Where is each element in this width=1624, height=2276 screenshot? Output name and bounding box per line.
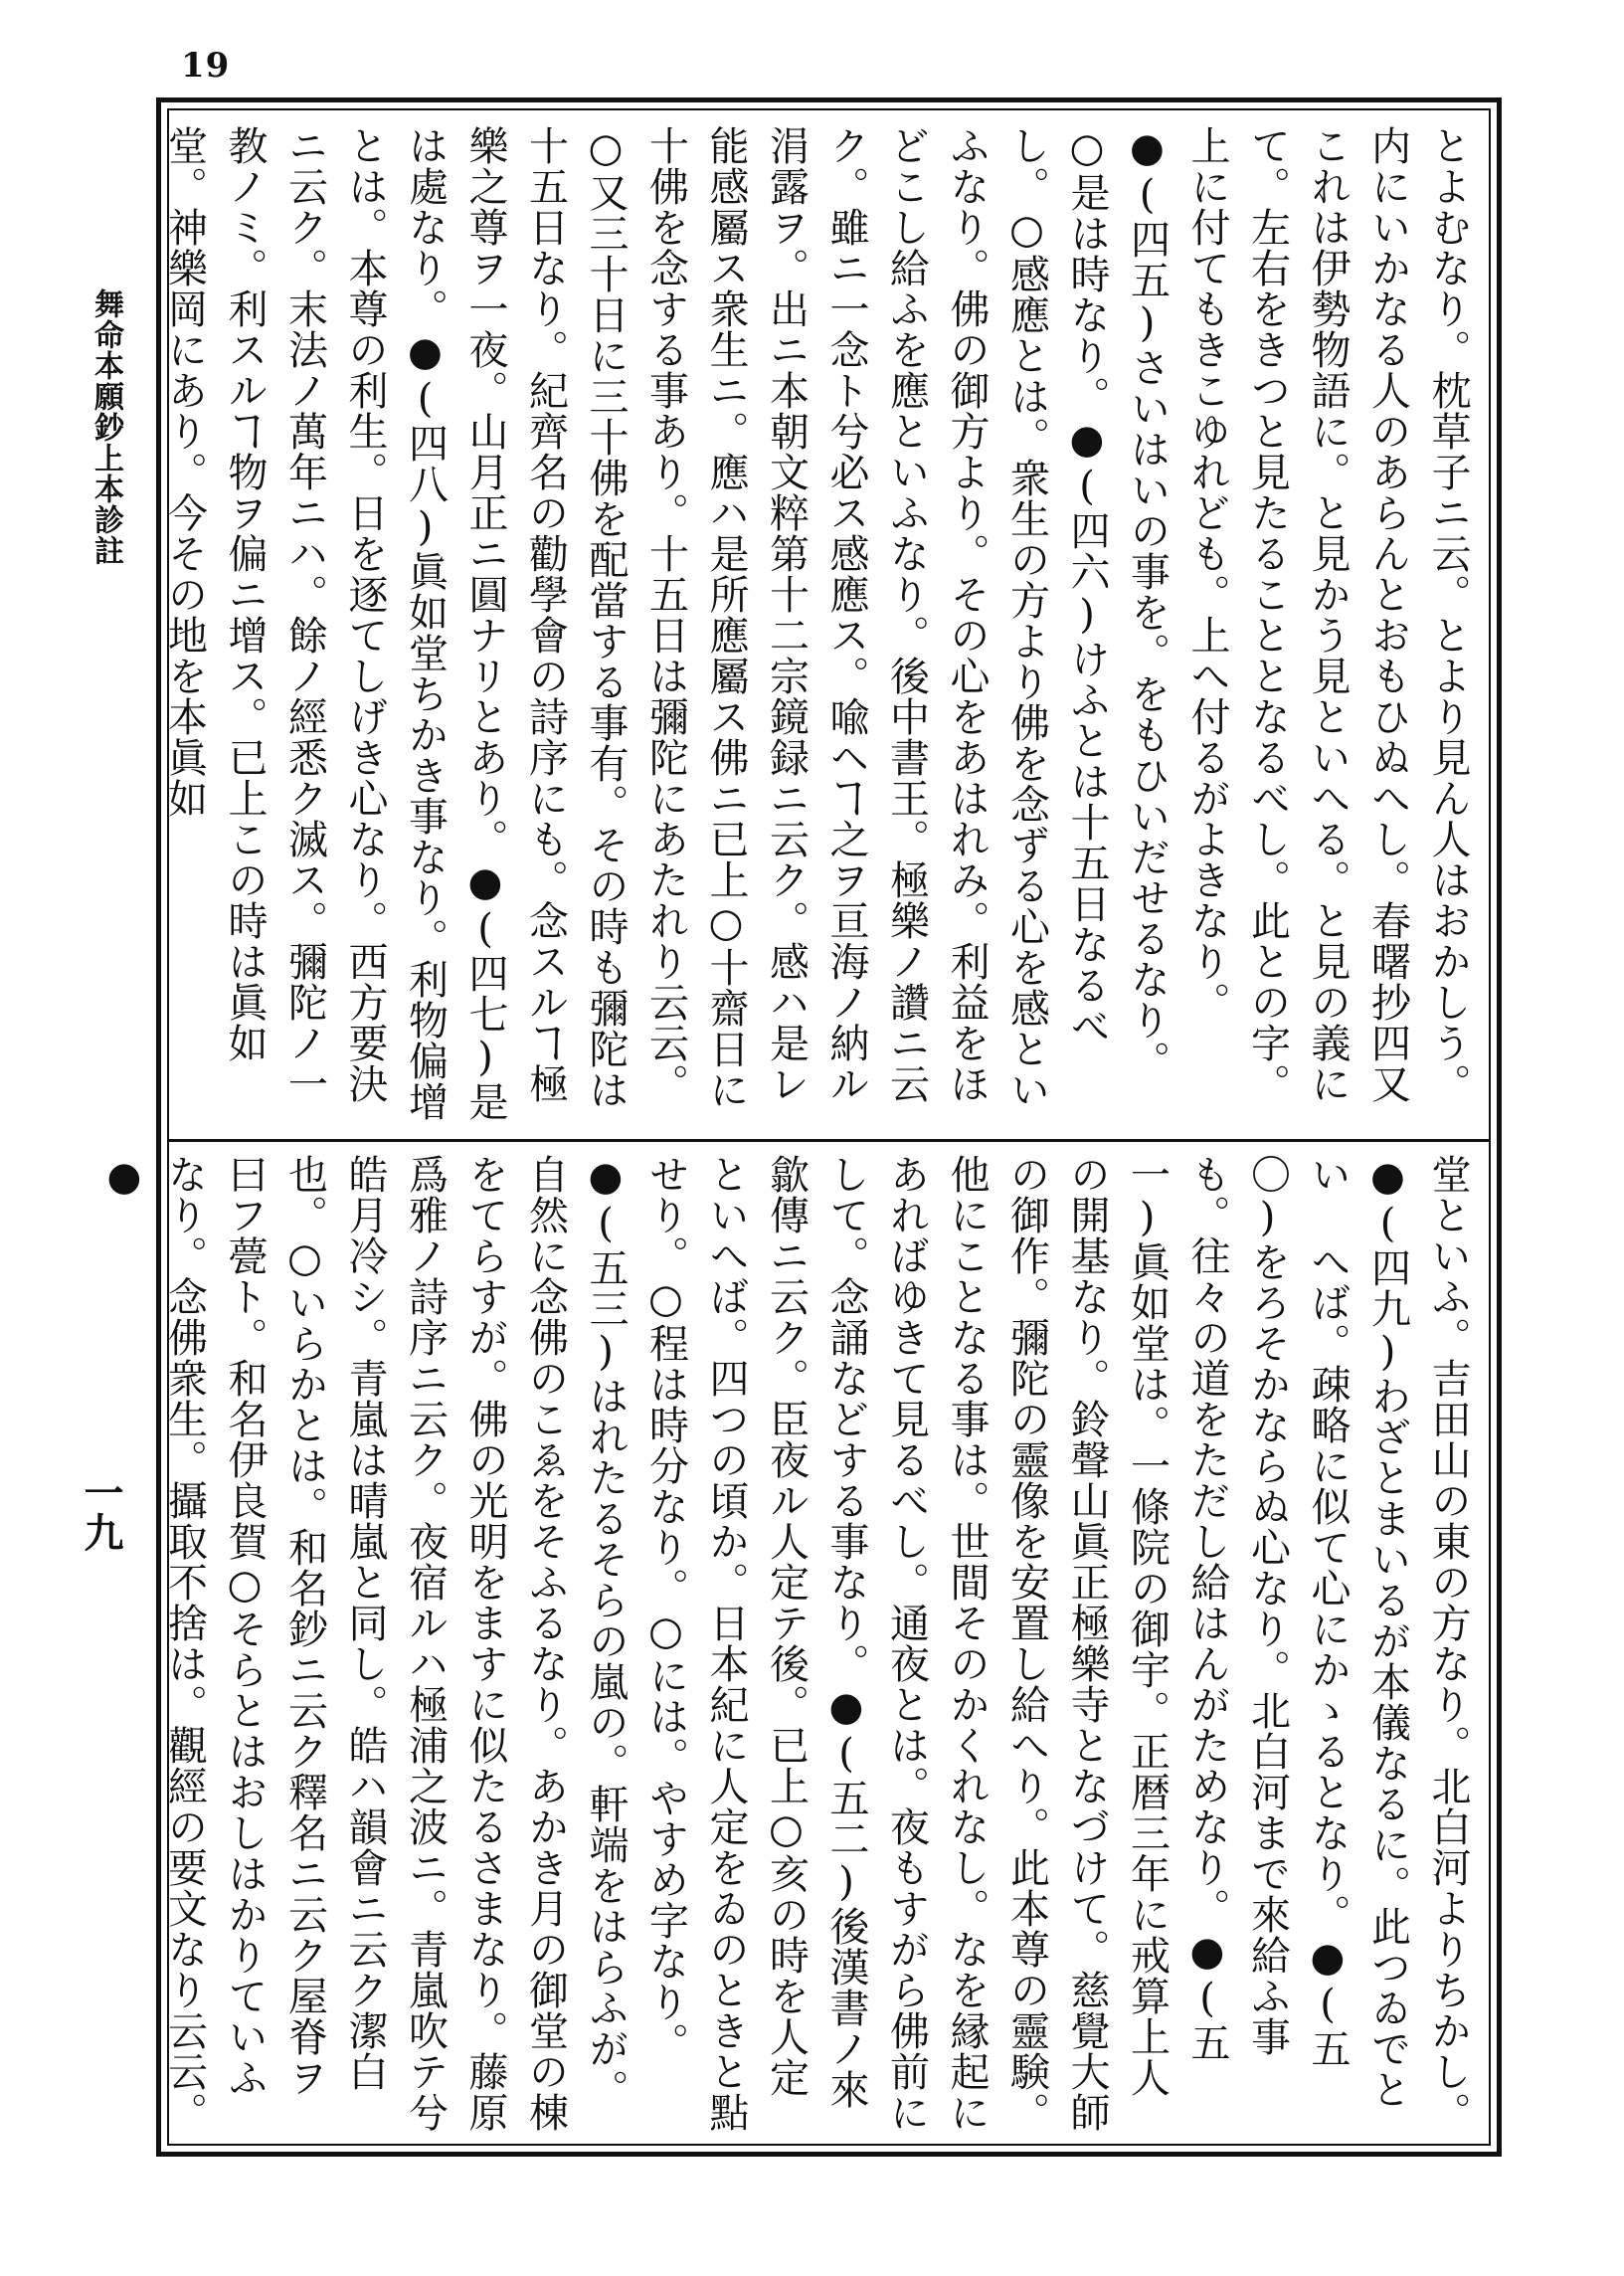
- upper-text-block: とよむなり。枕草子ニ云。とより見ん人はおかしう。内にいかなる人のあらんとおもひぬへし。春曙抄四又これは伊勢物語に。と見かう見といへる。と見の義にて。左右をきつと見たることとなるべし。此との字。上に付てもきこゆれども。上へ付るがよきなり。●(四五)さいはいの事を。をもひいだせるなり。○是は時なり。●(四六)けふとは十五日なるべし。○感應とは。衆生の方より佛を念ずる心を感といふなり。佛の御方より。その心をあはれみ。利益をほどこし給ふを應といふなり。後中書王。極樂ノ讚ニ云ク。雖ニ一念ト兮必ス感應ス。喩ヘヿ之ヲ亘海ノ納ル涓露ヲ。出ニ本朝文粹第十二宗鏡録ニ云ク。感ハ是レ能感屬ス衆生ニ。應ハ是所應屬ス佛ニ已上○十齋日に十佛を念する事あり。十五日は彌陀にあたれり云云。○又三十日に三十佛を配當する事有。その時も彌陀は十五日なり。紀齊名の勸學會の詩序にも。念スルヿ極樂之尊ヲ一夜。山月正ニ圓ナリとあり。●(四七)是は處なり。●(四八)眞如堂ちかき事なり。利物偏增とは。本尊の利生。日を逐てしげき心なり。西方要決ニ云ク。末法ノ萬年ニハ。餘ノ經悉ク滅ス。彌陀ノ一教ノミ。利スルヿ物ヲ偏ニ增ス。已上この時は眞如堂。神樂岡にあり。今その地を本眞如: [161, 125, 1471, 1122]
- running-title: 舞命本願鈔上本診註: [89, 288, 123, 566]
- lower-text-block: 堂といふ。吉田山の東の方なり。北白河よりちかし。●(四九)わざとまいるが本儀なるに。此つゐでとい へば。疎略に似て心にかゝるとなり。●(五〇)をろそかならぬ心なり。北白河まで來給ふ事も。往々の道をただし給はんがためなり。●(五一)眞如堂は。一條院の御宇。正暦三年に戒算上人の開基なり。鈴聲山眞正極樂寺となづけて。慈覺大師の御作。彌陀の靈像を安置し給へり。此本尊の靈験。他にことなる事は。世間そのかくれなし。なを縁起にあればゆきて見るべし。通夜とは。夜もすがら佛前にして。念誦などする事なり。●(五二)後漢書ノ來歙傳ニ云ク。臣夜ル人定テ後。已上○亥の時を人定といへば。四つの頃か。日本紀に人定をゐのときと點せり。○程は時分なり。○には。やすめ字なり。●(五三)はれたるそらの嵐の。軒端をはらふが。自然に念佛のこゑをそふるなり。あかき月の御堂の棟をてらすが。佛の光明をますに似たるさまなり。藤原爲雅ノ詩序ニ云ク。夜宿ルハ極浦之波ニ。青嵐吹テ兮皓月冷シ。青嵐は晴嵐と同し。皓ハ韻會ニ云ク潔白也。○いらかとは。和名鈔ニ云ク釋名ニ云ク屋脊ヲ曰フ甍ト。和名伊良賀○そらとはおしはかりていふなり。念佛衆生。攝取不捨は。觀經の要文なり云云。●: [101, 1154, 1471, 2133]
- section-divider: [167, 1139, 1491, 1142]
- side-page-number: 一九: [78, 1472, 124, 1552]
- page-number: 19: [181, 46, 231, 86]
